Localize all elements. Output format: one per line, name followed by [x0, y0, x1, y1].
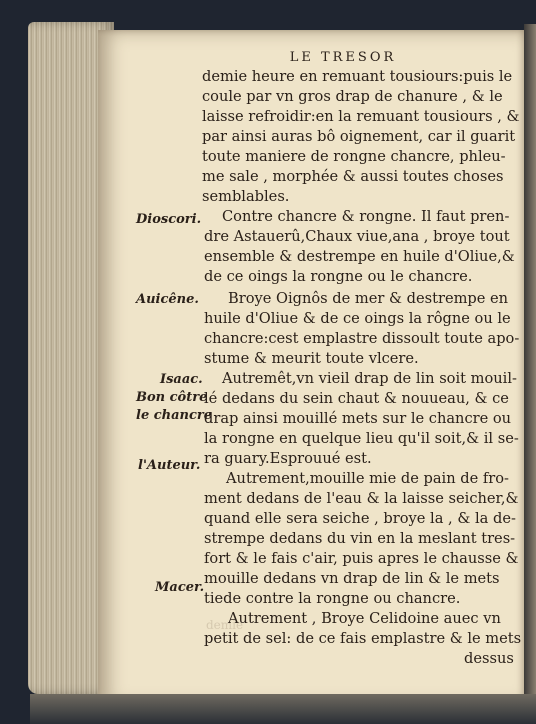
margin-note: Bon côtre	[136, 390, 208, 405]
text-line: tiede contre la rongne ou chancre.	[204, 590, 461, 607]
text-line: la rongne en quelque lieu qu'il soit,& il se-	[204, 430, 519, 447]
text-line: Autremêt,vn vieil drap de lin soit mouil-	[222, 370, 517, 387]
text-line: dre Astauerû,Chaux viue,ana , broye tout	[204, 228, 510, 245]
text-line: dessus	[464, 650, 514, 667]
text-line: Contre chancre & rongne. Il faut pren-	[222, 208, 510, 225]
text-line: Broye Oignôs de mer & destrempe en	[228, 290, 509, 307]
text-line: stume & meurit toute vlcere.	[204, 350, 419, 367]
text-line: fort & le fais c'air, puis apres le chausse &	[204, 550, 519, 567]
text-line: ensemble & destrempe en huile d'Oliue,&	[204, 248, 515, 265]
text-line: Autrement,mouille mie de pain de fro-	[226, 470, 509, 487]
margin-note: Macer.	[155, 580, 205, 595]
text-line: par ainsi auras bô oignement, car il guarit	[202, 128, 516, 145]
margin-note: Isaac.	[160, 372, 203, 387]
text-line: strempe dedans du vin en la meslant tres-	[204, 530, 516, 547]
text-line: me sale , morphée & aussi toutes choses	[202, 168, 504, 185]
text-line: lé dedans du sein chaut & nouueau, & ce	[204, 390, 509, 407]
text-line: demie heure en remuant tousiours:puis le	[202, 68, 513, 85]
margin-note: le chancre	[136, 408, 213, 423]
text-line: huile d'Oliue & de ce oings la rôgne ou le	[204, 310, 511, 327]
text-line: quand elle sera seiche , broye la , & la de-	[204, 510, 516, 527]
text-line: laisse refroidir:en la remuant tousiours , &	[202, 108, 520, 125]
text-line: ment dedans de l'eau & la laisse seicher,&	[204, 490, 519, 507]
page-gutter	[524, 24, 536, 714]
text-line: Autrement , Broye Celidoine auec vn	[228, 610, 501, 627]
text-line: petit de sel: de ce fais emplastre & le mets	[204, 630, 522, 647]
text-line: coule par vn gros drap de chanure , & le	[202, 88, 503, 105]
text-line: ra guary.Esprouué est.	[204, 450, 372, 467]
bleed-through-text: demie	[206, 618, 244, 632]
text-line: mouille dedans vn drap de lin & le mets	[204, 570, 500, 587]
running-header: LE TRESOR	[289, 50, 397, 65]
text-line: chancre:cest emplastre dissoult toute apo-	[204, 330, 520, 347]
text-line: drap ainsi mouillé mets sur le chancre ou	[204, 410, 512, 427]
book-bottom-edge	[30, 694, 536, 724]
margin-note: l'Auteur.	[138, 458, 201, 473]
text-line: de ce oings la rongne ou le chancre.	[204, 268, 473, 285]
margin-note: Auicêne.	[136, 292, 199, 307]
text-line: semblables.	[202, 188, 290, 205]
margin-note: Dioscori.	[136, 212, 202, 227]
text-line: toute maniere de rongne chancre, phleu-	[202, 148, 506, 165]
